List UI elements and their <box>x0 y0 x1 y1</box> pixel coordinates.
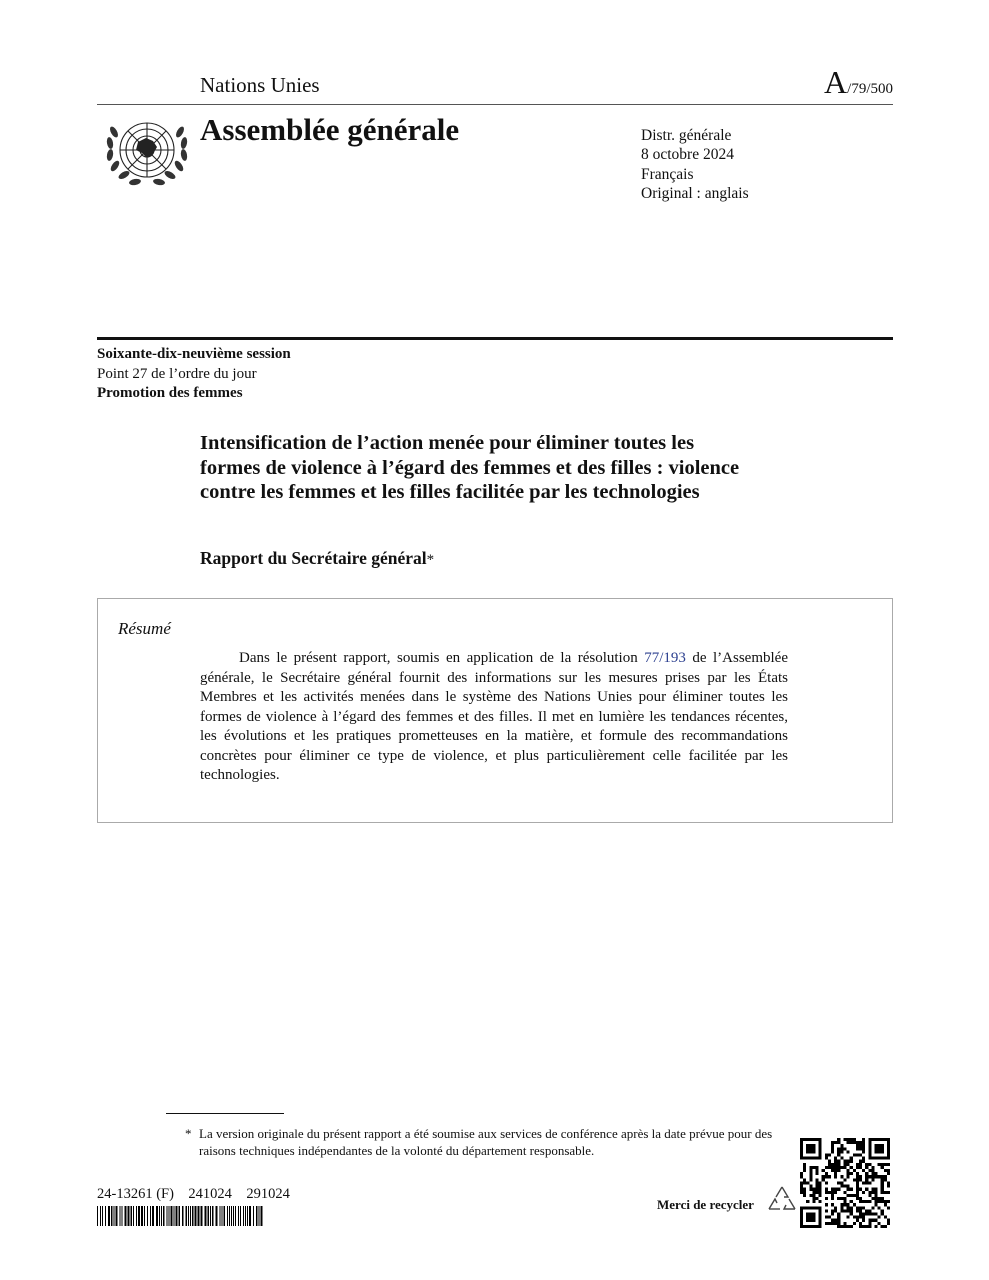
session-block <box>97 345 291 404</box>
report-label: Rapport du Secrétaire général <box>200 548 427 568</box>
document-symbol <box>824 64 893 101</box>
agenda-topic: Promotion des femmes <box>97 385 243 401</box>
recycle-label: Merci de recycler <box>657 1197 754 1212</box>
barcode-icon <box>97 1206 263 1226</box>
summary-heading: Résumé <box>118 619 171 638</box>
recycle-icon <box>766 1184 798 1214</box>
distribution-type: Distr. générale <box>641 127 732 144</box>
document-symbol-main: A <box>824 64 848 100</box>
report-footnote-mark[interactable]: * <box>426 552 435 568</box>
summary-text <box>200 649 788 786</box>
footnote-mark: * <box>185 1126 192 1141</box>
org-name: Nations Unies <box>200 73 320 97</box>
body-name: Assemblée générale <box>200 112 460 147</box>
section-rule <box>97 337 893 340</box>
distribution-original: Original : anglais <box>641 184 749 202</box>
document-title: Intensification de l’action menée pour éliminer toutes les formes de violence à l’égard des femmes et des filles : violence contre les femmes et les filles facilitée par les technologies <box>200 432 740 503</box>
footnote-text: La version originale du présent rapport a été soumise aux services de conférence après la date prévue pour des raisons techniques indépendantes de la volonté du département responsable. <box>199 1126 773 1158</box>
summary-text-rest: de l’Assemblée générale, le Secrétaire général fournit des informations sur les mesures prises par les États Membres et les activités menées dans le système des Nations Unies pour éliminer toutes les formes de violence à l’égard des femmes et des filles. Il met en lumière les tendances récentes, les évolutions et les pratiques prometteuses en la matière, et formule des recommandations concrètes pour éliminer ce type de violence, et plus particulièrement celle facilitée par les technologies. <box>200 650 788 783</box>
footnote-rule <box>166 1113 284 1114</box>
footnote <box>185 1126 775 1159</box>
summary-box <box>97 598 893 823</box>
session-name: Soixante-dix-neuvième session <box>97 346 291 362</box>
un-emblem-icon <box>100 112 194 192</box>
resolution-link[interactable]: 77/193 <box>644 650 686 666</box>
qr-code-icon <box>800 1138 890 1228</box>
document-number: 24-13261 (F) 241024 291024 <box>97 1186 290 1202</box>
distribution-date: 8 octobre 2024 <box>641 146 734 164</box>
header-rule <box>97 104 893 105</box>
distribution-language: Français <box>641 165 694 183</box>
document-symbol-rest: /79/500 <box>847 81 893 97</box>
agenda-item: Point 27 de l’ordre du jour <box>97 365 257 382</box>
report-heading <box>200 548 434 569</box>
distribution-info <box>641 126 749 203</box>
summary-text-start: Dans le présent rapport, soumis en application de la résolution <box>239 650 645 666</box>
